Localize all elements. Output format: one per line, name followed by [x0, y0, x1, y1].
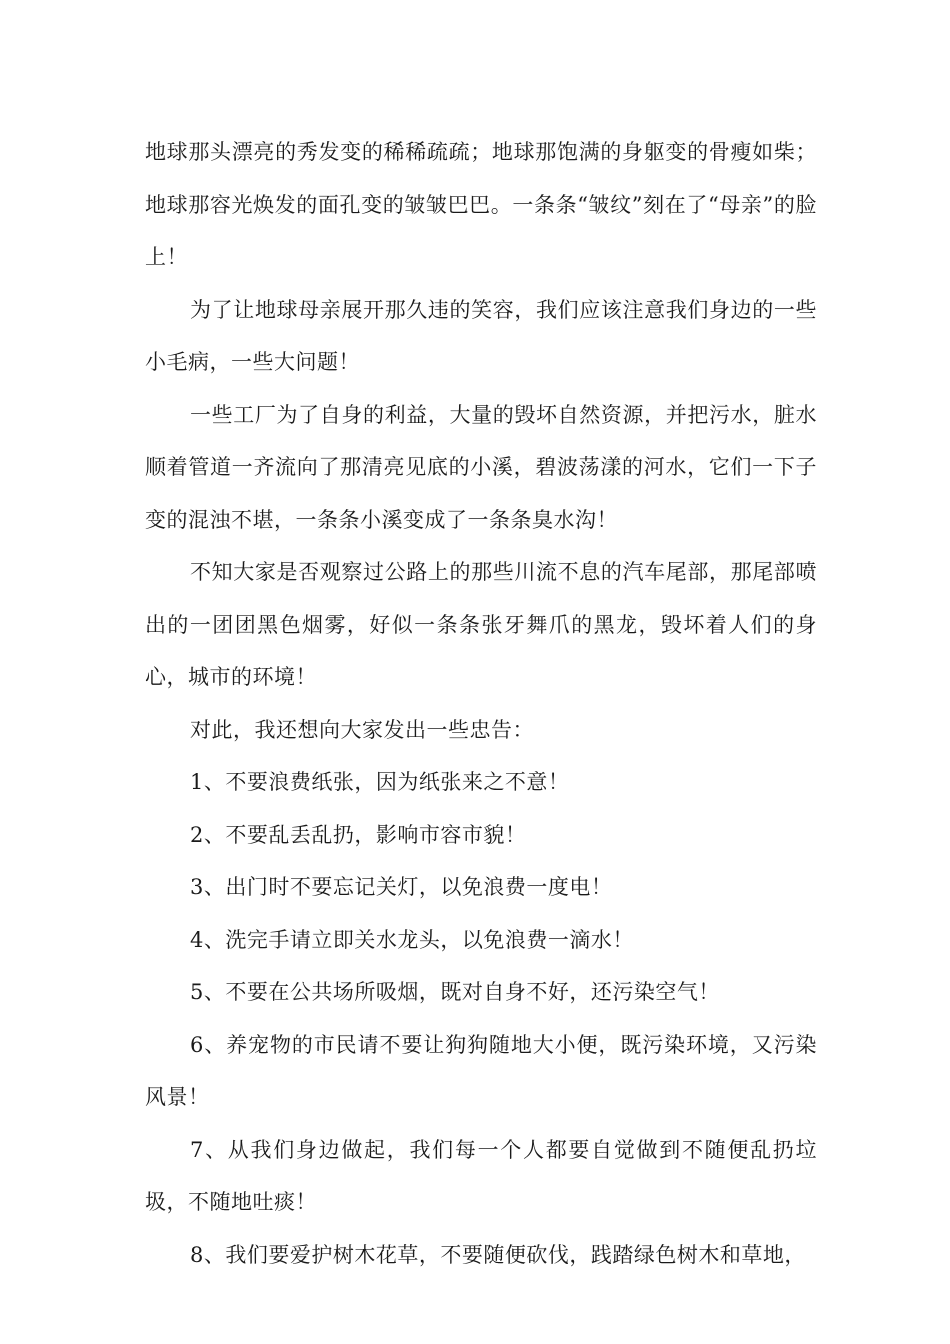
list-item-8: 8、我们要爱护树木花草，不要随便砍伐，践踏绿色树木和草地，	[190, 1242, 806, 1267]
list-item-2: 2、不要乱丢乱扔，影响市容市貌！	[190, 822, 527, 847]
paragraph-earth-changes: 地球那头漂亮的秀发变的稀稀疏疏；地球那饱满的身躯变的骨瘦如柴；地球那容光焕发的面孔变的皱皱巴巴。一条条“皱纹”刻在了“母亲”的脸上！	[145, 140, 817, 269]
paragraph-factory-pollution: 一些工厂为了自身的利益，大量的毁坏自然资源，并把污水，脏水顺着管道一齐流向了那清亮见底的小溪，碧波荡漾的河水，它们一下子变的混浊不堪，一条条小溪变成了一条条臭水沟！	[145, 402, 817, 532]
paragraph-car-exhaust: 不知大家是否观察过公路上的那些川流不息的汽车尾部，那尾部喷出的一团团黑色烟雾，好似一条条张牙舞爪的黑龙，毁坏着人们的身心，城市的环境！	[145, 560, 817, 689]
list-item-7: 7、从我们身边做起，我们每一个人都要自觉做到不随便乱扔垃圾，不随地吐痰！	[145, 1137, 817, 1214]
list-item-5: 5、不要在公共场所吸烟，既对自身不好，还污染空气！	[190, 980, 720, 1004]
list-item-3: 3、出门时不要忘记关灯，以免浪费一度电！	[190, 875, 613, 899]
paragraph-advice-intro: 对此，我还想向大家发出一些忠告：	[190, 717, 534, 742]
list-item-1: 1、不要浪费纸张，因为纸张来之不意！	[190, 770, 570, 794]
document-body	[145, 126, 817, 1281]
paragraph-restore-smile: 为了让地球母亲展开那久违的笑容，我们应该注意我们身边的一些小毛病，一些大问题！	[145, 297, 817, 374]
list-item-4: 4、洗完手请立即关水龙头，以免浪费一滴水！	[190, 927, 634, 952]
list-item-6: 6、养宠物的市民请不要让狗狗随地大小便，既污染环境，又污染风景！	[145, 1032, 817, 1109]
